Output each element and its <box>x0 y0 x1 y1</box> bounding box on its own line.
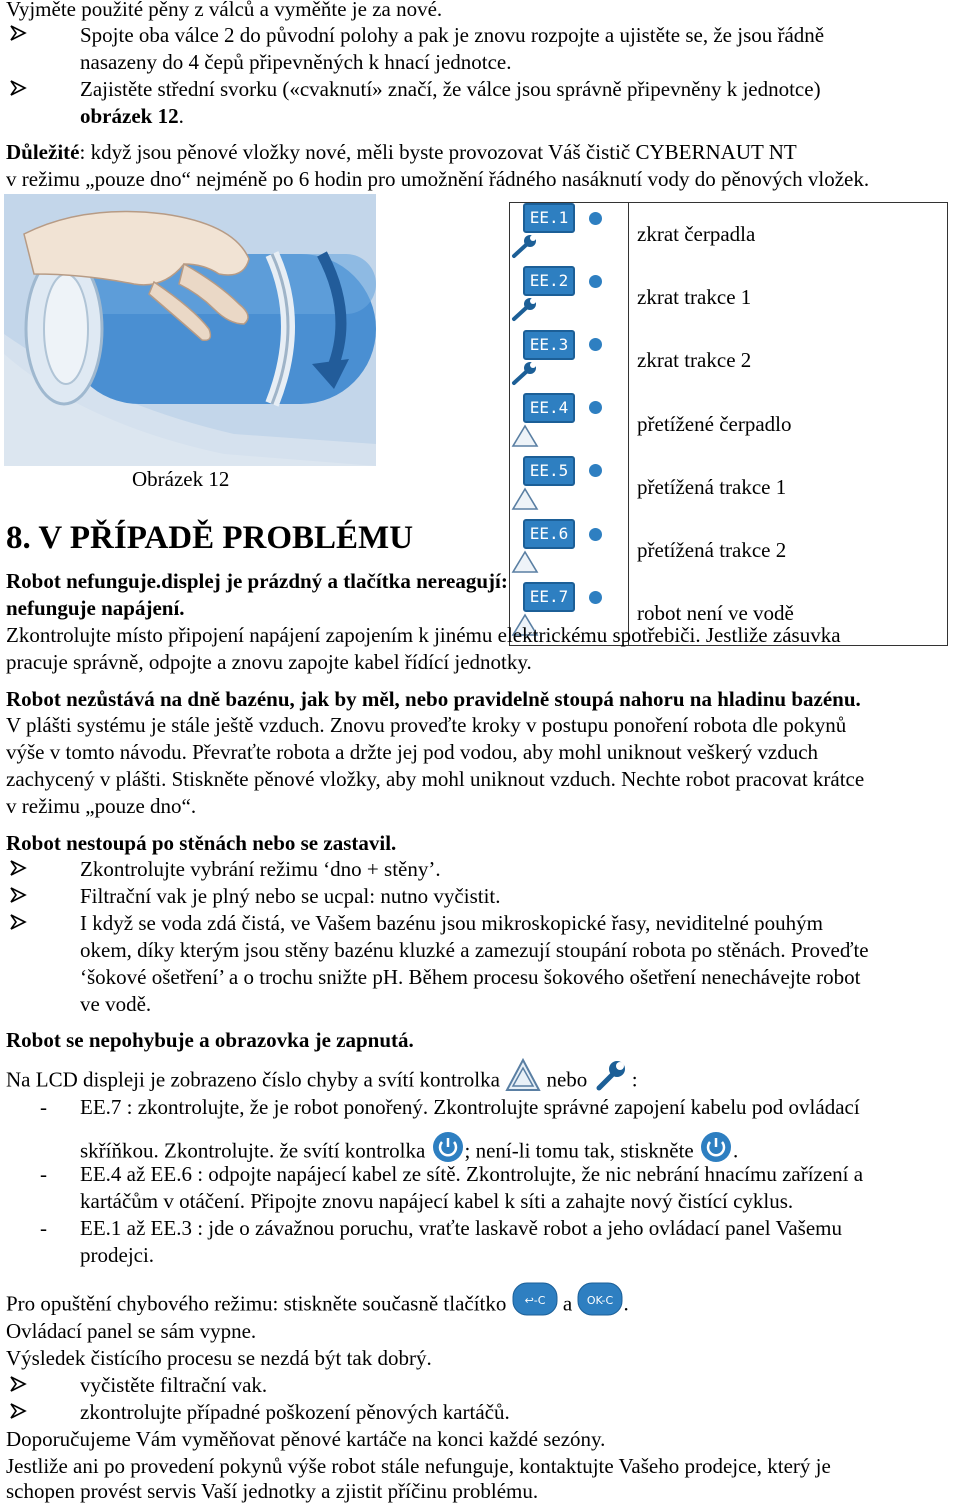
bullet-text: nasazeny do 4 čepů připevněných k hnací jednotce. <box>80 50 512 74</box>
bullet-arrow-icon <box>8 78 30 105</box>
error-description: přetížená trakce 2 <box>637 538 787 563</box>
indicator-dot-icon <box>589 275 602 288</box>
text-line: zachycený v plášti. Stiskněte pěnové vložky, aby mohl uniknout vzduch. Nechte robot pracovat krátce <box>6 767 865 791</box>
bullet-arrow-icon <box>8 912 30 939</box>
figure-ref: obrázek 12 <box>80 104 179 128</box>
text-line: prodejci. <box>80 1243 155 1267</box>
error-code-table <box>509 202 948 646</box>
bullet-arrow-icon <box>8 23 30 50</box>
problem-heading: nefunguje napájení. <box>6 596 185 620</box>
error-description: robot není ve vodě <box>637 601 794 626</box>
error-description: zkrat trakce 2 <box>637 348 752 373</box>
figure-12-image <box>4 194 376 466</box>
text-line: EE.7 : zkontrolujte, že je robot ponořený. Zkontrolujte správné zapojení kabelu pod ovládací <box>80 1095 860 1119</box>
dash: - <box>40 1216 47 1240</box>
bullet-arrow-icon <box>8 1401 30 1428</box>
text-span: Pro opuštění chybového režimu: stiskněte současně tlačítko <box>6 1291 507 1316</box>
error-icons-cell <box>510 393 629 456</box>
error-row <box>510 519 948 582</box>
text-span: . <box>623 1291 629 1316</box>
text-line: EE.4 až EE.6 : odpojte napájecí kabel ze sítě. Zkontrolujte, že nic nebrání hnacímu zařízení a <box>80 1162 864 1186</box>
back-c-button-icon <box>512 1282 558 1329</box>
important-note <box>6 139 797 166</box>
indicator-dot-icon <box>589 591 602 604</box>
text-line: EE.1 až EE.3 : jde o závažnou poruchu, vraťte laskavě robot a jeho ovládací panel Vašemu <box>80 1216 842 1240</box>
error-row <box>510 393 948 456</box>
text-span: skříňkou. Zkontrolujte. že svítí kontrolka <box>80 1138 426 1163</box>
bullet-text: vyčistěte filtrační vak. <box>80 1373 268 1397</box>
bullet-arrow-icon <box>8 858 30 885</box>
error-code-display: EE.6 <box>523 519 575 549</box>
figure-caption: Obrázek 12 <box>132 467 230 491</box>
error-description: přetížené čerpadlo <box>637 411 792 436</box>
problem-heading: Robot nestoupá po stěnách nebo se zastavil. <box>6 831 397 855</box>
text-line: Výsledek čistícího procesu se nezdá být tak dobrý. <box>6 1346 432 1370</box>
bullet-text: Spojte oba válce 2 do původní polohy a pak je znovu rozpojte a ujistěte se, že jsou řádně <box>80 23 825 47</box>
bullet-text: ‘šokové ošetření’ a o trochu snižte pH. Během procesu šokového ošetření nenechávejte robot <box>80 965 861 989</box>
bullet-text: I když se voda zdá čistá, ve Vašem bazénu jsou mikroskopické řasy, neviditelné pouhým <box>80 911 823 935</box>
error-code-display: EE.4 <box>523 393 575 423</box>
problem-heading: Robot nezůstává na dně bazénu, jak by měl, nebo pravidelně stoupá nahoru na hladinu bazénu. <box>6 687 861 711</box>
warning-triangle-icon <box>510 549 540 582</box>
error-icons-cell <box>510 329 629 392</box>
text-span: . <box>733 1138 739 1163</box>
bullet-text: Filtrační vak je plný nebo se ucpal: nutno vyčistit. <box>80 884 501 908</box>
error-code-display: EE.5 <box>523 456 575 486</box>
error-description: přetížená trakce 1 <box>637 474 787 499</box>
svg-text:↩-C: ↩-C <box>524 1294 546 1307</box>
problem-heading: Robot se nepohybuje a obrazovka je zapnutá. <box>6 1028 414 1052</box>
dash: - <box>40 1162 47 1186</box>
text-span: a <box>562 1291 573 1316</box>
error-row <box>510 456 948 519</box>
error-icons-cell <box>510 203 629 267</box>
bullet-text: Zajistěte střední svorku («cvaknutí» značí, že válce jsou správně připevněny k jednotce) <box>80 77 821 101</box>
important-label: Důležité <box>6 140 80 164</box>
error-icons-cell <box>510 456 629 519</box>
important-note-2: v režimu „pouze dno“ nejméně po 6 hodin pro umožnění řádného nasáknutí vody do pěnových vložek. <box>6 167 870 191</box>
bullet-text: okem, díky kterým jsou stěny bazénu kluzké a zamezují stoupání robota po stěnách. Proveďte <box>80 938 869 962</box>
text-line: Jestliže ani po provedení pokynů výše robot stále nefunguje, kontaktujte Vašeho prodejce, který je <box>6 1454 831 1478</box>
problem-heading: Robot nefunguje.displej je prázdný a tlačítka nereagují: <box>6 569 508 593</box>
error-row <box>510 266 948 329</box>
indicator-dot-icon <box>589 338 602 351</box>
error-code-display: EE.7 <box>523 582 575 612</box>
text-line: v režimu „pouze dno“. <box>6 794 197 818</box>
text-span: : <box>631 1067 638 1092</box>
svg-text:OK-C: OK-C <box>587 1294 614 1307</box>
error-row <box>510 329 948 392</box>
text-span: Na LCD displeji je zobrazeno číslo chyby a svítí kontrolka <box>6 1067 500 1092</box>
error-code-display: EE.3 <box>523 330 575 360</box>
section-title: 8. V PŘÍPADĚ PROBLÉMU <box>6 520 414 556</box>
text-line: kartáčům v otáčení. Připojte znovu napájecí kabel k síti a zahajte nový čistící cyklus. <box>80 1189 794 1213</box>
text-span: nebo <box>546 1067 588 1092</box>
text-line: Ovládací panel se sám vypne. <box>6 1319 257 1343</box>
wrench-icon <box>510 360 540 393</box>
ok-c-button-icon <box>577 1282 623 1329</box>
indicator-dot-icon <box>589 212 602 225</box>
punct: . <box>178 104 184 128</box>
error-icons-cell <box>510 266 629 329</box>
error-icons-cell <box>510 519 629 582</box>
text-span: ; není-li tomu tak, stiskněte <box>464 1138 694 1163</box>
warning-triangle-icon <box>510 423 540 456</box>
error-description: zkrat čerpadla <box>637 222 756 247</box>
error-code-display: EE.2 <box>523 266 575 296</box>
bullet-arrow-icon <box>8 1374 30 1401</box>
text-line: schopen provést servis Vaší jednotky a zjistit příčinu problému. <box>6 1479 539 1503</box>
warning-triangle-icon <box>510 486 540 519</box>
bullet-arrow-icon <box>8 885 30 912</box>
wrench-icon <box>510 296 540 329</box>
bullet-text: zkontrolujte případné poškození pěnových kartáčů. <box>80 1400 510 1424</box>
bullet-text: ve vodě. <box>80 992 152 1016</box>
indicator-dot-icon <box>589 401 602 414</box>
text-line: výše v tomto návodu. Převraťte robota a držte jej pod vodou, aby mohl uniknout veškerý vzduch <box>6 740 819 764</box>
indicator-dot-icon <box>589 528 602 541</box>
text-line: Doporučujeme Vám vyměňovat pěnové kartáče na konci každé sezóny. <box>6 1427 606 1451</box>
bullet-text: Zkontrolujte vybrání režimu ‘dno + stěny’. <box>80 857 441 881</box>
text-line: Zkontrolujte místo připojení napájení zapojením k jinému elektrickému spotřebiči. Jestliže zásuvka <box>6 623 841 647</box>
text-line: pracuje správně, odpojte a znovu zapojte kabel řídící jednotky. <box>6 650 532 674</box>
error-code-display: EE.1 <box>523 203 575 233</box>
text-line: V plášti systému je stále ještě vzduch. Znovu proveďte kroky v postupu ponoření robota dle pokynů <box>6 713 847 737</box>
indicator-dot-icon <box>589 464 602 477</box>
bullet-text <box>80 103 184 130</box>
text-line: Vyjměte použité pěny z válců a vyměňte je za nové. <box>6 0 443 21</box>
important-text: : když jsou pěnové vložky nové, měli byste provozovat Váš čistič CYBERNAUT NT <box>79 140 797 164</box>
dash: - <box>40 1095 47 1119</box>
error-row <box>510 203 948 267</box>
wrench-icon <box>510 233 540 266</box>
error-description: zkrat trakce 1 <box>637 285 752 310</box>
